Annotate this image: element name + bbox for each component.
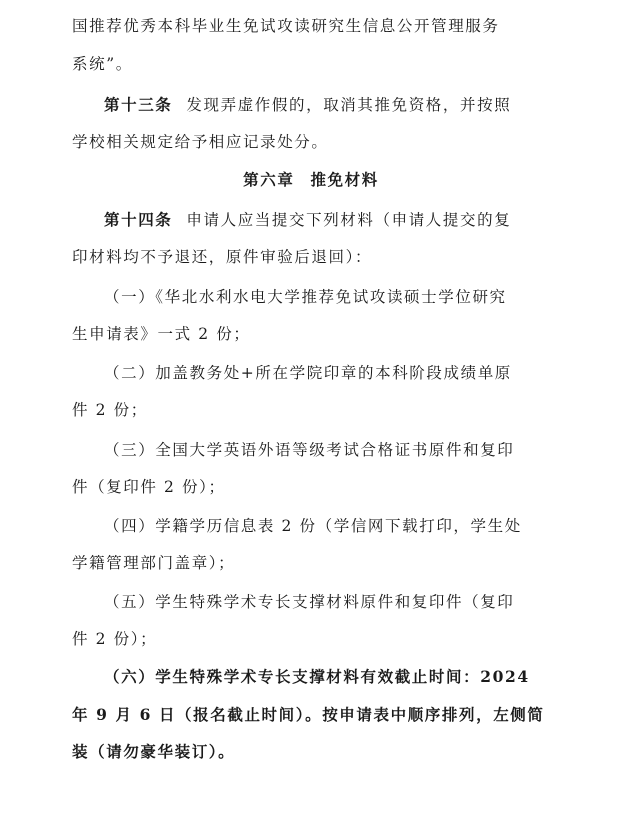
text-line: 学籍管理部门盖章）； [72,554,236,572]
text-line: 国推荐优秀本科毕业生免试攻读研究生信息公开管理服务 [72,17,500,35]
text-line: 生申请表》一式 2 份； [72,325,251,343]
article-14 [104,208,562,232]
chapter-heading-6 [0,168,622,192]
chapter-title: 推免材料 [310,170,379,189]
article-13 [104,93,562,117]
text-line: 学校相关规定给予相应记录处分。 [72,133,329,151]
article-label: 第十三条 [104,95,173,114]
list-item: （五）学生特殊学术专长支撑材料原件和复印件（复印 [104,593,515,611]
list-item: （二）加盖教务处+所在学院印章的本科阶段成绩单原 [104,364,512,382]
list-item: （一）《华北水利水电大学推荐免试攻读硕士学位研究 [104,288,507,306]
article-label: 第十四条 [104,210,173,229]
list-item: （三）全国大学英语外语等级考试合格证书原件和复印 [104,441,515,459]
text-line: 件（复印件 2 份）； [72,478,226,496]
chapter-number: 第六章 [243,170,295,189]
text-line: 装（请勿豪华装订）。 [72,742,236,761]
text-line: 印材料均不予退还，原件审验后退回）： [72,248,373,266]
text-line: 件 2 份； [72,401,148,419]
article-text: 申请人应当提交下列材料（申请人提交的复 [186,211,512,229]
list-item: （四）学籍学历信息表 2 份（学信网下载打印，学生处 [104,517,522,535]
text-line: 年 9 月 6 日（报名截止时间）。按申请表中顺序排列，左侧简 [72,705,545,724]
article-text: 发现弄虚作假的，取消其推免资格，并按照 [186,96,512,114]
list-item: （六）学生特殊学术专长支撑材料有效截止时间：2024 [104,667,530,686]
text-line: 件 2 份）； [72,630,158,648]
text-line: 系统”。 [72,55,133,73]
